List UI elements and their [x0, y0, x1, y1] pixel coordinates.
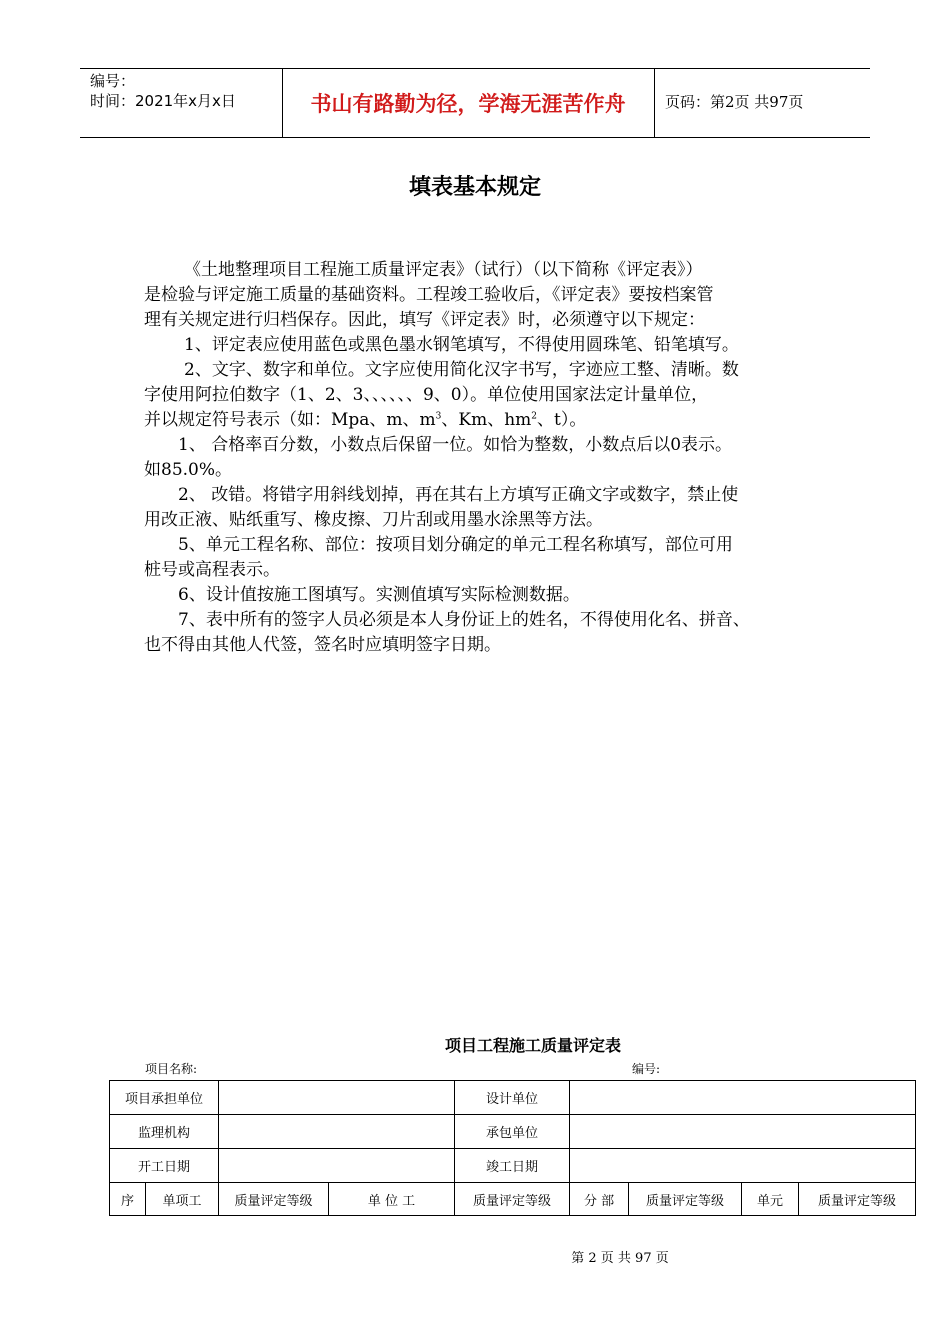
paragraph: 2、文字、数字和单位。文字应使用简化汉字书写，字迹应工整、清晰。数: [184, 360, 739, 380]
table-row: [110, 1081, 916, 1115]
paragraph: 字使用阿拉伯数字（1、2、3、、、、、、9、0）。单位使用国家法定计量单位，: [144, 385, 709, 405]
cell-label: 项目承担单位: [110, 1081, 219, 1115]
paragraph: [144, 408, 830, 433]
paragraph: 桩号或高程表示。: [144, 560, 280, 580]
table-row: [110, 1115, 916, 1149]
column-header: 分 部: [570, 1183, 629, 1216]
input-cell[interactable]: [219, 1149, 455, 1183]
superscript: 2: [531, 411, 538, 422]
paragraph: 用改正液、贴纸重写、橡皮擦、刀片刮或用墨水涂黑等方法。: [144, 510, 603, 530]
input-cell[interactable]: [219, 1115, 455, 1149]
column-header: 质量评定等级: [219, 1183, 329, 1216]
document-title: 填表基本规定: [408, 175, 541, 200]
input-cell[interactable]: [570, 1115, 916, 1149]
column-header: 质量评定等级: [629, 1183, 742, 1216]
cell-label: 开工日期: [110, 1149, 219, 1183]
paragraph: 7、表中所有的签字人员必须是本人身份证上的姓名，不得使用化名、拼音、: [178, 610, 750, 630]
column-header: 单项工: [146, 1183, 219, 1216]
text-run: 、Km、hm: [441, 410, 532, 430]
column-header: 质量评定等级: [455, 1183, 570, 1216]
column-header: 质量评定等级: [799, 1183, 916, 1216]
cell-label: 竣工日期: [455, 1149, 570, 1183]
time-label: 时间：2021年x月x日: [90, 92, 236, 110]
paragraph: 6、设计值按施工图填写。实测值填写实际检测数据。: [178, 585, 580, 605]
cell-label: 监理机构: [110, 1115, 219, 1149]
column-header: 单元: [742, 1183, 799, 1216]
paragraph: 5、单元工程名称、部位：按项目划分确定的单元工程名称填写，部位可用: [178, 535, 733, 555]
paragraph: 1、评定表应使用蓝色或黑色墨水钢笔填写，不得使用圆珠笔、铅笔填写。: [184, 335, 739, 355]
cell-label: 设计单位: [455, 1081, 570, 1115]
text-run: 、t）。: [537, 410, 587, 430]
paragraph: 理有关规定进行归档保存。因此，填写《评定表》时，必须遵守以下规定：: [144, 310, 705, 330]
number-label: 编号：: [90, 72, 136, 90]
header-meta: [90, 71, 236, 111]
paragraph: 1、 合格率百分数，小数点后保留一位。如恰为整数，小数点后以0表示。: [178, 435, 733, 455]
paragraph: 2、 改错。将错字用斜线划掉，再在其右上方填写正确文字或数字，禁止使: [178, 485, 739, 505]
page-indicator: 页码：第2页 共97页: [665, 93, 804, 111]
text-run: 并以规定符号表示（如：Mpa、m、m: [144, 410, 436, 430]
table-row: [110, 1149, 916, 1183]
paragraph: 《土地整理项目工程施工质量评定表》（试行）（以下简称《评定表》）: [184, 260, 703, 280]
superscript: 3: [435, 411, 442, 422]
motto: 书山有路勤为径，学海无涯苦作舟: [310, 92, 626, 116]
project-name-label: 项目名称:: [145, 1062, 198, 1076]
page-header: [80, 68, 870, 138]
paragraph: 是检验与评定施工质量的基础资料。工程竣工验收后，《评定表》要按档案管: [144, 285, 714, 305]
input-cell[interactable]: [570, 1149, 916, 1183]
page-footer: 第 2 页 共 97 页: [571, 1251, 669, 1266]
evaluation-table: [109, 1080, 916, 1216]
rules-body: [144, 258, 830, 658]
cell-label: 承包单位: [455, 1115, 570, 1149]
table-header-row: [110, 1183, 916, 1216]
paragraph: 也不得由其他人代签，签名时应填明签字日期。: [144, 635, 501, 655]
input-cell[interactable]: [219, 1081, 455, 1115]
paragraph: 如85.0%。: [144, 460, 233, 480]
form-number-label: 编号:: [632, 1062, 661, 1076]
input-cell[interactable]: [570, 1081, 916, 1115]
column-header: 单 位 工: [329, 1183, 455, 1216]
form-title: 项目工程施工质量评定表: [444, 1036, 621, 1055]
column-header: 序: [110, 1183, 146, 1216]
header-divider: [654, 69, 655, 137]
